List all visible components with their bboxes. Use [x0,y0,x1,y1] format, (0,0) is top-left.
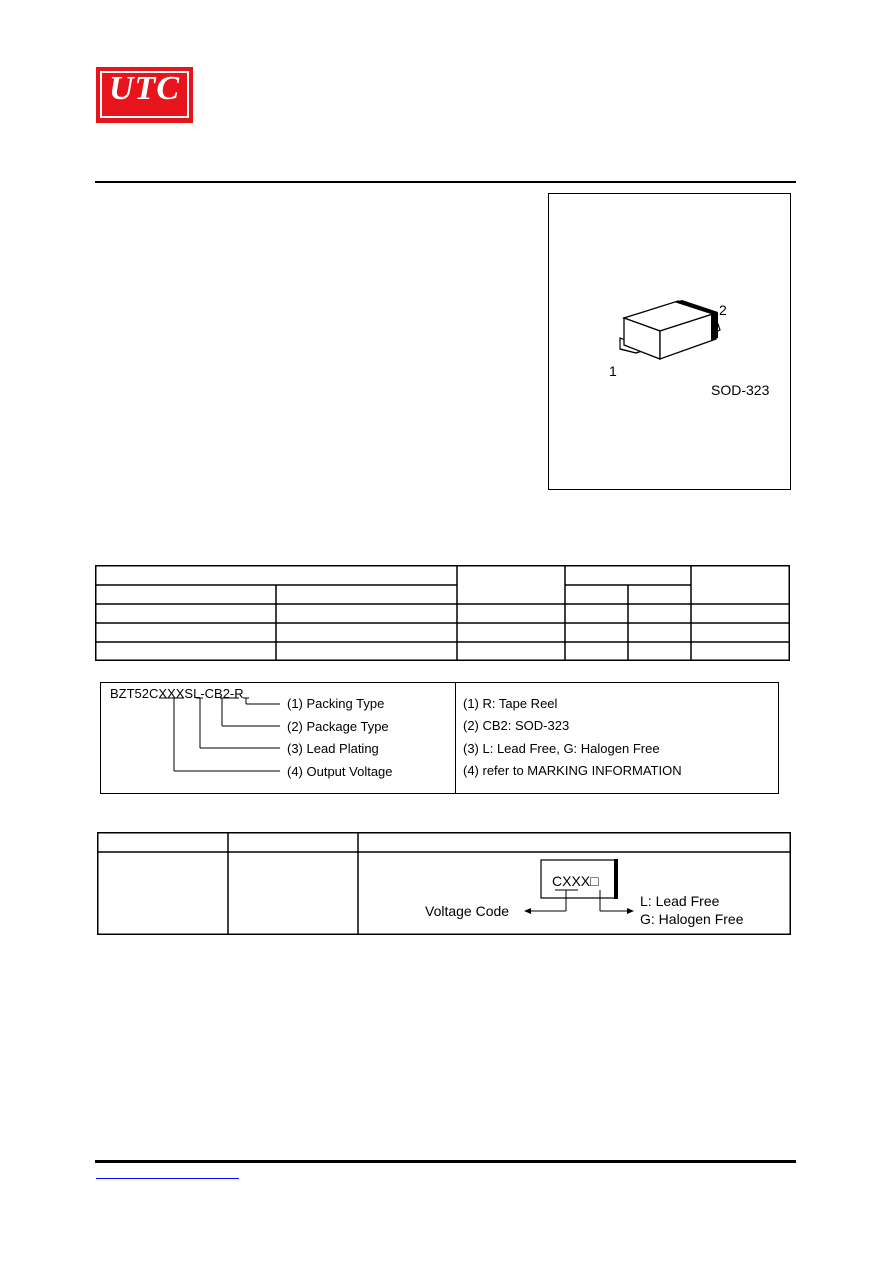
logo-text: UTC [109,70,180,107]
desc-packing-type: (1) R: Tape Reel [463,696,558,711]
ordering-table [95,565,790,661]
desc-output-voltage: (4) refer to MARKING INFORMATION [463,763,682,778]
label-output-voltage: (4) Output Voltage [287,764,393,779]
part-code: BZT52CXXXSL-CB2-R [110,686,244,701]
lead-plating-box-icon: □ [590,873,599,889]
desc-lead-plating: (3) L: Lead Free, G: Halogen Free [463,741,660,756]
lead-free-label: L: Lead Free [640,893,720,909]
halogen-free-label: G: Halogen Free [640,911,744,927]
marking-code-text: CXXX [552,873,591,889]
package-name: SOD-323 [711,382,770,398]
label-lead-plating: (3) Lead Plating [287,741,379,756]
label-packing-type: (1) Packing Type [287,696,385,711]
sod323-package-drawing [548,193,791,490]
footer-website-link[interactable] [96,1178,239,1179]
marking-code [552,873,599,889]
desc-package-type: (2) CB2: SOD-323 [463,718,570,733]
part-code-leader-lines [100,682,300,794]
header-rule [95,181,796,183]
footer-rule [95,1160,796,1163]
voltage-code-label: Voltage Code [425,903,510,919]
pin-2-label: 2 [719,302,727,318]
label-package-type: (2) Package Type [287,719,389,734]
pin-1-label: 1 [609,363,617,379]
decode-divider [455,682,456,794]
utc-logo [96,67,193,123]
